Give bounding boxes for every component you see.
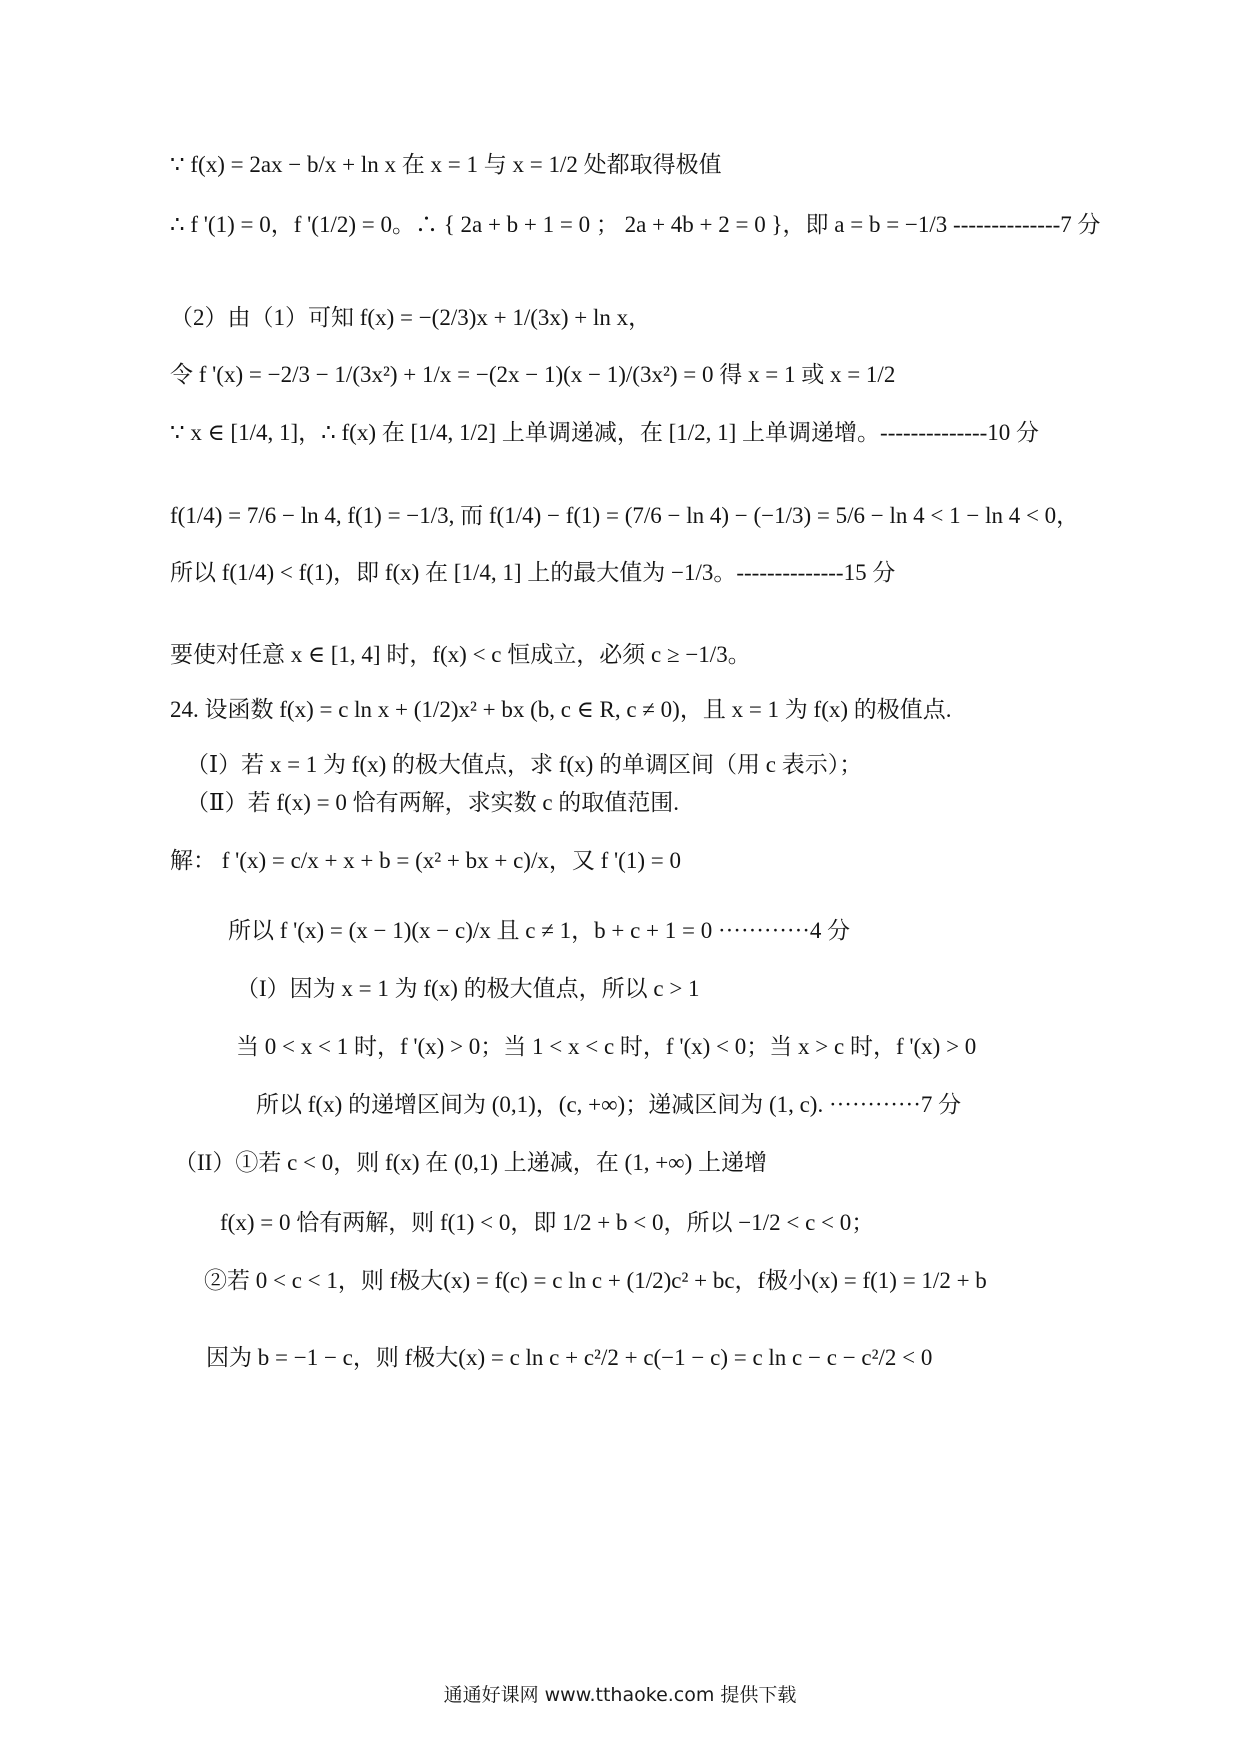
problem-24-part-ii: （Ⅱ）若 f(x) = 0 恰有两解，求实数 c 的取值范围. — [186, 790, 680, 815]
text-line: f(1/4) = 7/6 − ln 4, f(1) = −1/3, 而 f(1/4) − f(1) = (7/6 − ln 4) − (−1/3) = 5/6 − ln 4 < 1 − ln 4 < 0， — [170, 503, 1080, 528]
text-line: ∴ f '(1) = 0，f '(1/2) = 0。∴ { 2a + b + 1 = 0 ； 2a + 4b + 2 = 0 }，即 a = b = −1/3 --------------7 分 — [170, 212, 1101, 237]
text-line: （2）由（1）可知 f(x) = −(2/3)x + 1/(3x) + ln x， — [170, 305, 652, 330]
text-line: （I）因为 x = 1 为 f(x) 的极大值点，所以 c > 1 — [236, 976, 700, 1001]
text-line: （II）①若 c < 0，则 f(x) 在 (0,1) 上递减，在 (1, +∞) 上递增 — [174, 1150, 767, 1175]
text-line: f(x) = 0 恰有两解，则 f(1) < 0，即 1/2 + b < 0，所以 −1/2 < c < 0； — [220, 1210, 875, 1235]
text-line: 所以 f(1/4) < f(1)，即 f(x) 在 [1/4, 1] 上的最大值为 −1/3。--------------15 分 — [170, 560, 896, 585]
text-line: ∵ x ∈ [1/4, 1]，∴ f(x) 在 [1/4, 1/2] 上单调递减，在 [1/2, 1] 上单调递增。--------------10 分 — [170, 420, 1040, 445]
text-line: 所以 f(x) 的递增区间为 (0,1)，(c, +∞)；递减区间为 (1, c). ············7 分 — [256, 1092, 962, 1117]
problem-24-statement: 24. 设函数 f(x) = c ln x + (1/2)x² + bx (b, c ∈ R, c ≠ 0)，且 x = 1 为 f(x) 的极值点. — [170, 697, 952, 722]
text-line: ∵ f(x) = 2ax − b/x + ln x 在 x = 1 与 x = 1/2 处都取得极值 — [170, 152, 722, 177]
text-line: 因为 b = −1 − c，则 f极大(x) = c ln c + c²/2 + c(−1 − c) = c ln c − c − c²/2 < 0 — [206, 1345, 933, 1370]
solution-heading-line: 解： f '(x) = c/x + x + b = (x² + bx + c)/x，又 f '(1) = 0 — [170, 848, 681, 873]
page-footer: 通通好课网 www.tthaoke.com 提供下载 — [443, 1684, 797, 1706]
text-line: 要使对任意 x ∈ [1, 4] 时，f(x) < c 恒成立，必须 c ≥ −1/3。 — [170, 642, 751, 667]
text-line: 所以 f '(x) = (x − 1)(x − c)/x 且 c ≠ 1，b + c + 1 = 0 ············4 分 — [228, 918, 851, 943]
problem-24-part-i: （Ⅰ）若 x = 1 为 f(x) 的极大值点，求 f(x) 的单调区间（用 c 表示）； — [186, 752, 863, 777]
text-line: ②若 0 < c < 1，则 f极大(x) = f(c) = c ln c + (1/2)c² + bc，f极小(x) = f(1) = 1/2 + b — [204, 1268, 987, 1293]
text-line: 令 f '(x) = −2/3 − 1/(3x²) + 1/x = −(2x − 1)(x − 1)/(3x²) = 0 得 x = 1 或 x = 1/2 — [170, 362, 896, 387]
text-line: 当 0 < x < 1 时，f '(x) > 0；当 1 < x < c 时，f '(x) < 0；当 x > c 时，f '(x) > 0 — [236, 1034, 977, 1059]
